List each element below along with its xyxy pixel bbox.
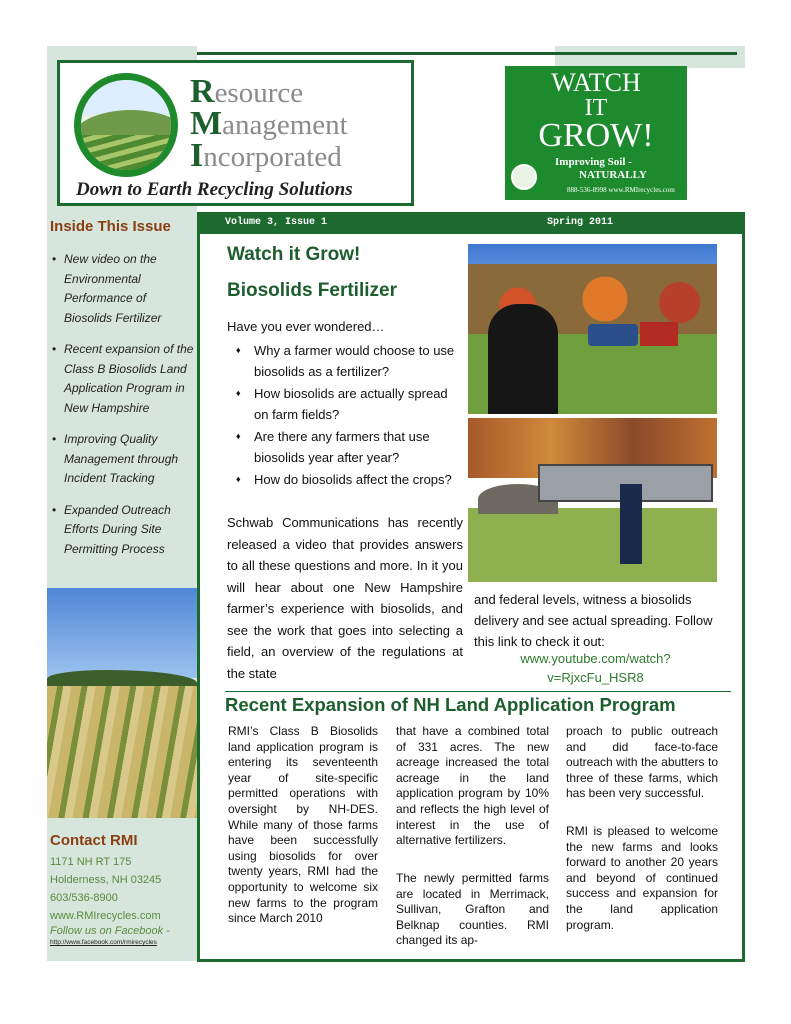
article-body: Schwab Communications has recently released a video that provides answers to all these questions and more. In it you will hear about one New Hampshire farmer’s experience with biosolids, and see the work that goes into selecting a field, an overview of the regulations at the state [227,515,463,681]
issue-season: Spring 2011 [547,217,614,228]
list-item: ♦ How do biosolids affect the crops? [232,469,464,490]
logo-globe-icon [74,73,178,177]
list-item: • Improving Quality Management through Incident Tracking [50,430,195,489]
expansion-heading: Recent Expansion of NH Land Application Program [225,694,676,715]
company-logo [57,60,414,206]
list-item: • Recent expansion of the Class B Biosolids Land Application Program in New Hampshire [50,340,195,418]
header-rule [197,52,737,55]
expansion-col-1: RMI’s Class B Biosolids land application program is entering its seventeenth year of site-specific permitted operations with oversight by NH-DES. While many of those farms have been successfully using biosolids for over twenty years, RMI had the opportunity to welcome six new farms to the program since March 2010 [228,724,378,926]
issue-volume: Volume 3, Issue 1 [225,217,328,228]
badge-contact: 888-536-8998 www.RMIrecycles.com [567,186,675,194]
badge-naturally: NATURALLY [579,169,647,181]
expansion-col-2a: that have a combined total of 331 acres. The new acreage increased the total acreage in the land application program by 10% and reflects the high level of interest in the use of alternative fertilizers. [396,724,549,848]
contact-website[interactable]: www.RMIrecycles.com [50,910,161,922]
badge-globe-icon [511,164,537,190]
hayfield-photo [47,588,197,818]
contact-facebook-label: Follow us on Facebook - [50,925,170,937]
badge-watch: WATCH [551,68,641,97]
logo-line-management: Management [190,105,348,142]
question-list [232,340,464,491]
logo-line-incorporated: Incorporated [190,137,342,174]
youtube-link[interactable]: www.youtube.com/watch? [520,651,671,666]
header-accent-strip [555,46,745,68]
list-item: ♦ Are there any farmers that use biosolids year after year? [232,426,464,468]
contact-phone: 603/536-8900 [50,892,118,904]
watch-it-grow-badge [505,66,687,200]
section-divider [225,691,731,692]
contact-heading: Contact RMI [50,832,138,849]
expansion-col-2b: The newly permitted farms are located in Merrimack, Sullivan, Grafton and Belknap counties. RMI changed its ap- [396,871,549,948]
badge-grow: GROW! [538,117,654,154]
list-item: • Expanded Outreach Efforts During Site Permitting Process [50,501,195,560]
badge-it: IT [584,95,608,121]
expansion-col-3b: RMI is pleased to welcome the new farms and looks forward to another 20 years and beyond of continued success and expansion for the land application program. [566,824,718,932]
badge-improving: Improving Soil - [555,156,632,168]
logo-line-resource: Resource [190,73,304,110]
photographer-field-photo [468,244,717,414]
issue-bar [197,212,745,234]
youtube-link-id[interactable]: v=RjxcFu_HSR8 [547,670,644,685]
article-intro: Have you ever wondered… [227,319,385,334]
biosolids-delivery-photo [468,418,717,582]
list-item: ♦ How biosolids are actually spread on farm fields? [232,383,464,425]
list-item: ♦ Why a farmer would choose to use biosolids as a fertilizer? [232,340,464,382]
inside-issue-list [50,250,195,571]
logo-tagline: Down to Earth Recycling Solutions [76,179,353,200]
list-item: • New video on the Environmental Performance of Biosolids Fertilizer [50,250,195,328]
expansion-col-3a: proach to public outreach and did face-to-face outreach with the abutters to three of these farms, which has been very successful. [566,724,718,801]
contact-city: Holderness, NH 03245 [50,874,162,886]
article-title: Watch it Grow! [227,244,361,265]
article-body-continued: and federal levels, witness a biosolids delivery and see actual spreading. Follow this link to check it out: [474,592,713,649]
article-subtitle: Biosolids Fertilizer [227,280,397,301]
facebook-link[interactable]: http://www.facebook.com/rmirecycles [50,939,157,946]
contact-address: 1171 NH RT 175 [50,856,132,868]
inside-this-issue-heading: Inside This Issue [50,218,171,235]
